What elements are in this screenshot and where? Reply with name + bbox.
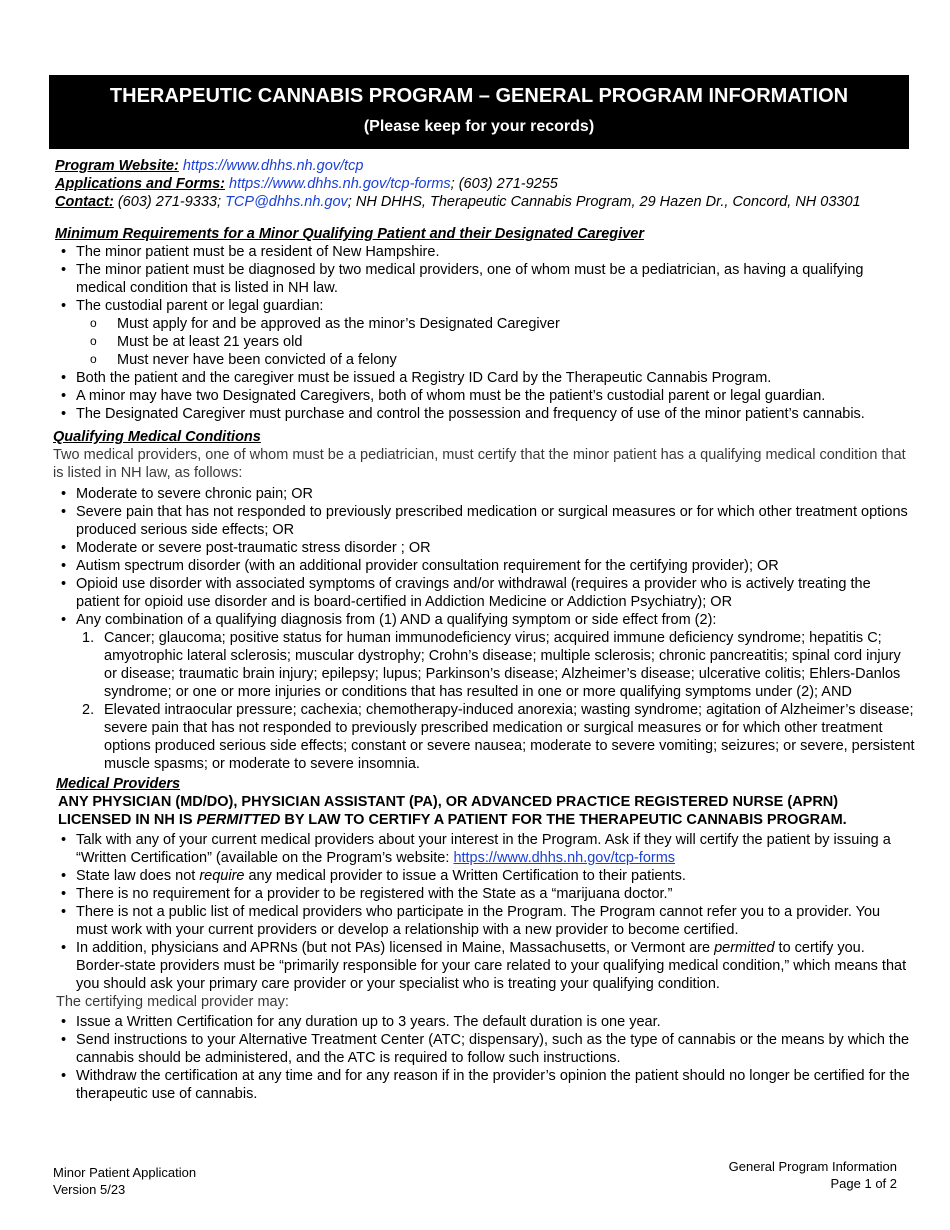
list-item: • Autism spectrum disorder (with an additional provider consultation requirement for the certifying provider); OR	[76, 557, 915, 575]
item-text: Cancer; glaucoma; positive status for human immunodeficiency virus; acquired immune deficiency syndrome; hepatitis C; amyotrophic lateral sclerosis; muscular dystrophy; Crohn’s disease; multiple sclerosis; chronic pancreatitis; spinal cord injury or disease; traumatic brain injury; epilepsy; lupus; Parkinson’s disease; Alzheimer’s disease; ulcerative colitis; Ehlers-Danlos syndrome; or one or more injuries or conditions that has resulted in one or more qualifying symptoms under (2); AND	[104, 630, 901, 700]
list-item	[76, 939, 915, 993]
forms-phone: (603) 271-9255	[454, 176, 558, 192]
contact-address: ; NH DHHS, Therapeutic Cannabis Program, 29 Hazen Dr., Concord, NH 03301	[347, 194, 861, 210]
providers-heading: Medical Providers	[56, 776, 181, 792]
document-subtitle: (Please keep for your records)	[363, 118, 595, 135]
list-item: • There is no requirement for a provider to be registered with the State as a “marijuana doctor.”	[76, 885, 915, 903]
providers-statement	[58, 793, 915, 829]
website-label: Program Website:	[55, 158, 179, 174]
contact-block	[55, 157, 915, 211]
contact-label: Contact:	[55, 194, 114, 210]
list-item	[76, 297, 915, 369]
numbered-conditions	[55, 629, 915, 773]
list-item	[76, 831, 915, 867]
sublist-item: o Must never have been convicted of a felony	[117, 351, 915, 369]
forms-separator: ;	[450, 176, 455, 192]
sublist-item: o Must apply for and be approved as the minor’s Designated Caregiver	[117, 315, 915, 333]
list-item: • Severe pain that has not responded to previously prescribed medication or surgical measures or for which other treatment options produced serious side effects; OR	[76, 503, 915, 539]
document-body	[55, 157, 915, 1103]
website-link[interactable]: https://www.dhhs.nh.gov/tcp	[182, 158, 364, 174]
item-emphasis: permitted	[714, 940, 775, 956]
contact-phone: (603) 271-9333;	[113, 194, 222, 210]
list-item	[76, 611, 915, 773]
providers-statement-line1: ANY PHYSICIAN (MD/DO), PHYSICIAN ASSISTANT (PA), OR ADVANCED PRACTICE REGISTERED NURSE (APRN)	[58, 794, 839, 810]
conditions-heading: Qualifying Medical Conditions	[53, 429, 261, 445]
item-number: 1.	[82, 630, 95, 646]
document-title: THERAPEUTIC CANNABIS PROGRAM – GENERAL PROGRAM INFORMATION	[109, 85, 849, 107]
list-item: • A minor may have two Designated Caregivers, both of whom must be the patient’s custodial parent or legal guardian.	[76, 387, 915, 405]
forms-label: Applications and Forms:	[55, 176, 225, 192]
footer-page-number: Page 1 of 2	[830, 1176, 897, 1191]
list-item: • Opioid use disorder with associated symptoms of cravings and/or withdrawal (requires a provider who is actively treating the patient for opioid use disorder and is board-certified in Addiction Medicine or Addiction Psychiatry); OR	[76, 575, 915, 611]
item-emphasis: require	[199, 868, 245, 884]
forms-page-link[interactable]: https://www.dhhs.nh.gov/tcp-forms	[453, 850, 676, 866]
footer-version: Version 5/23	[53, 1182, 126, 1197]
list-item: • The Designated Caregiver must purchase and control the possession and frequency of use of the minor patient’s cannabis.	[76, 405, 915, 423]
list-item: • Moderate to severe chronic pain; OR	[76, 485, 915, 503]
contact-email-link[interactable]: TCP@dhhs.nh.gov	[225, 194, 348, 210]
conditions-intro: Two medical providers, one of whom must be a pediatrician, must certify that the minor patient has a qualifying medical condition that is listed in NH law, as follows:	[53, 447, 906, 481]
list-item: • Withdraw the certification at any time and for any reason if in the provider’s opinion the patient should no longer be certified for the therapeutic use of cannabis.	[76, 1067, 915, 1103]
statement-text: LICENSED IN NH IS	[58, 812, 197, 828]
footer-left	[53, 1164, 196, 1198]
item-text: any medical provider to issue a Written Certification to their patients.	[244, 868, 686, 884]
providers-list	[55, 831, 915, 993]
statement-emphasis: PERMITTED	[196, 812, 281, 828]
forms-link[interactable]: https://www.dhhs.nh.gov/tcp-forms	[229, 176, 451, 192]
provider-may-intro: The certifying medical provider may:	[56, 994, 289, 1010]
requirements-list	[55, 243, 915, 423]
list-item: • Both the patient and the caregiver must be issued a Registry ID Card by the Therapeutic Cannabis Program.	[76, 369, 915, 387]
list-item: • Issue a Written Certification for any duration up to 3 years. The default duration is one year.	[76, 1013, 915, 1031]
requirements-heading: Minimum Requirements for a Minor Qualifying Patient and their Designated Caregiver	[55, 226, 644, 242]
list-item	[76, 867, 915, 885]
item-text: to certify you. Border-state providers must be “primarily responsible for your care related to your qualifying medical condition,” which means that you should ask your primary care provider or your specialist who is treating your qualifying condition.	[76, 940, 907, 992]
footer-section-name: General Program Information	[728, 1159, 897, 1174]
list-item-label: Any combination of a qualifying diagnosis from (1) AND a qualifying symptom or side effect from (2):	[76, 612, 717, 628]
item-text: State law does not	[76, 868, 200, 884]
title-banner	[49, 75, 909, 149]
sublist-item: o Must be at least 21 years old	[117, 333, 915, 351]
conditions-list	[55, 485, 915, 773]
caregiver-sublist	[55, 315, 915, 369]
item-text: Talk with any of your current medical providers about your interest in the Program. Ask if they will certify the patient by issuing a “Written Certification” (available on the Program’s website:	[76, 832, 891, 866]
item-text: In addition, physicians and APRNs (but not PAs) licensed in Maine, Massachusetts, or Vermont are	[76, 940, 715, 956]
list-item: • The minor patient must be diagnosed by two medical providers, one of whom must be a pediatrician, as having a qualifying medical condition that is listed in NH law.	[76, 261, 915, 297]
statement-text: BY LAW TO CERTIFY A PATIENT FOR THE THERAPEUTIC CANNABIS PROGRAM.	[280, 812, 847, 828]
list-item: • There is not a public list of medical providers who participate in the Program. The Program cannot refer you to a provider. You must work with your current providers or develop a relationship with a new provider to become certified.	[76, 903, 915, 939]
list-item: • The minor patient must be a resident of New Hampshire.	[76, 243, 915, 261]
numbered-item	[82, 701, 915, 773]
list-item-label: The custodial parent or legal guardian:	[76, 298, 324, 314]
item-text: Elevated intraocular pressure; cachexia; chemotherapy-induced anorexia; wasting syndrome; agitation of Alzheimer’s disease; severe pain that has not responded to previously prescribed medication or surgical measures or for which other treatment options produced serious side effects; constant or severe nausea; moderate to severe vomiting; seizures; or severe, persistent muscle spasms; or moderate to severe insomnia.	[104, 702, 915, 772]
list-item: • Moderate or severe post-traumatic stress disorder ; OR	[76, 539, 915, 557]
list-item: • Send instructions to your Alternative Treatment Center (ATC; dispensary), such as the type of cannabis or the means by which the cannabis should be administered, and the ATC is required to follow such instructions.	[76, 1031, 915, 1067]
item-number: 2.	[82, 702, 95, 718]
footer-form-name: Minor Patient Application	[53, 1165, 197, 1180]
provider-may-list	[55, 1013, 915, 1103]
footer-right	[729, 1158, 897, 1192]
numbered-item	[82, 629, 915, 701]
